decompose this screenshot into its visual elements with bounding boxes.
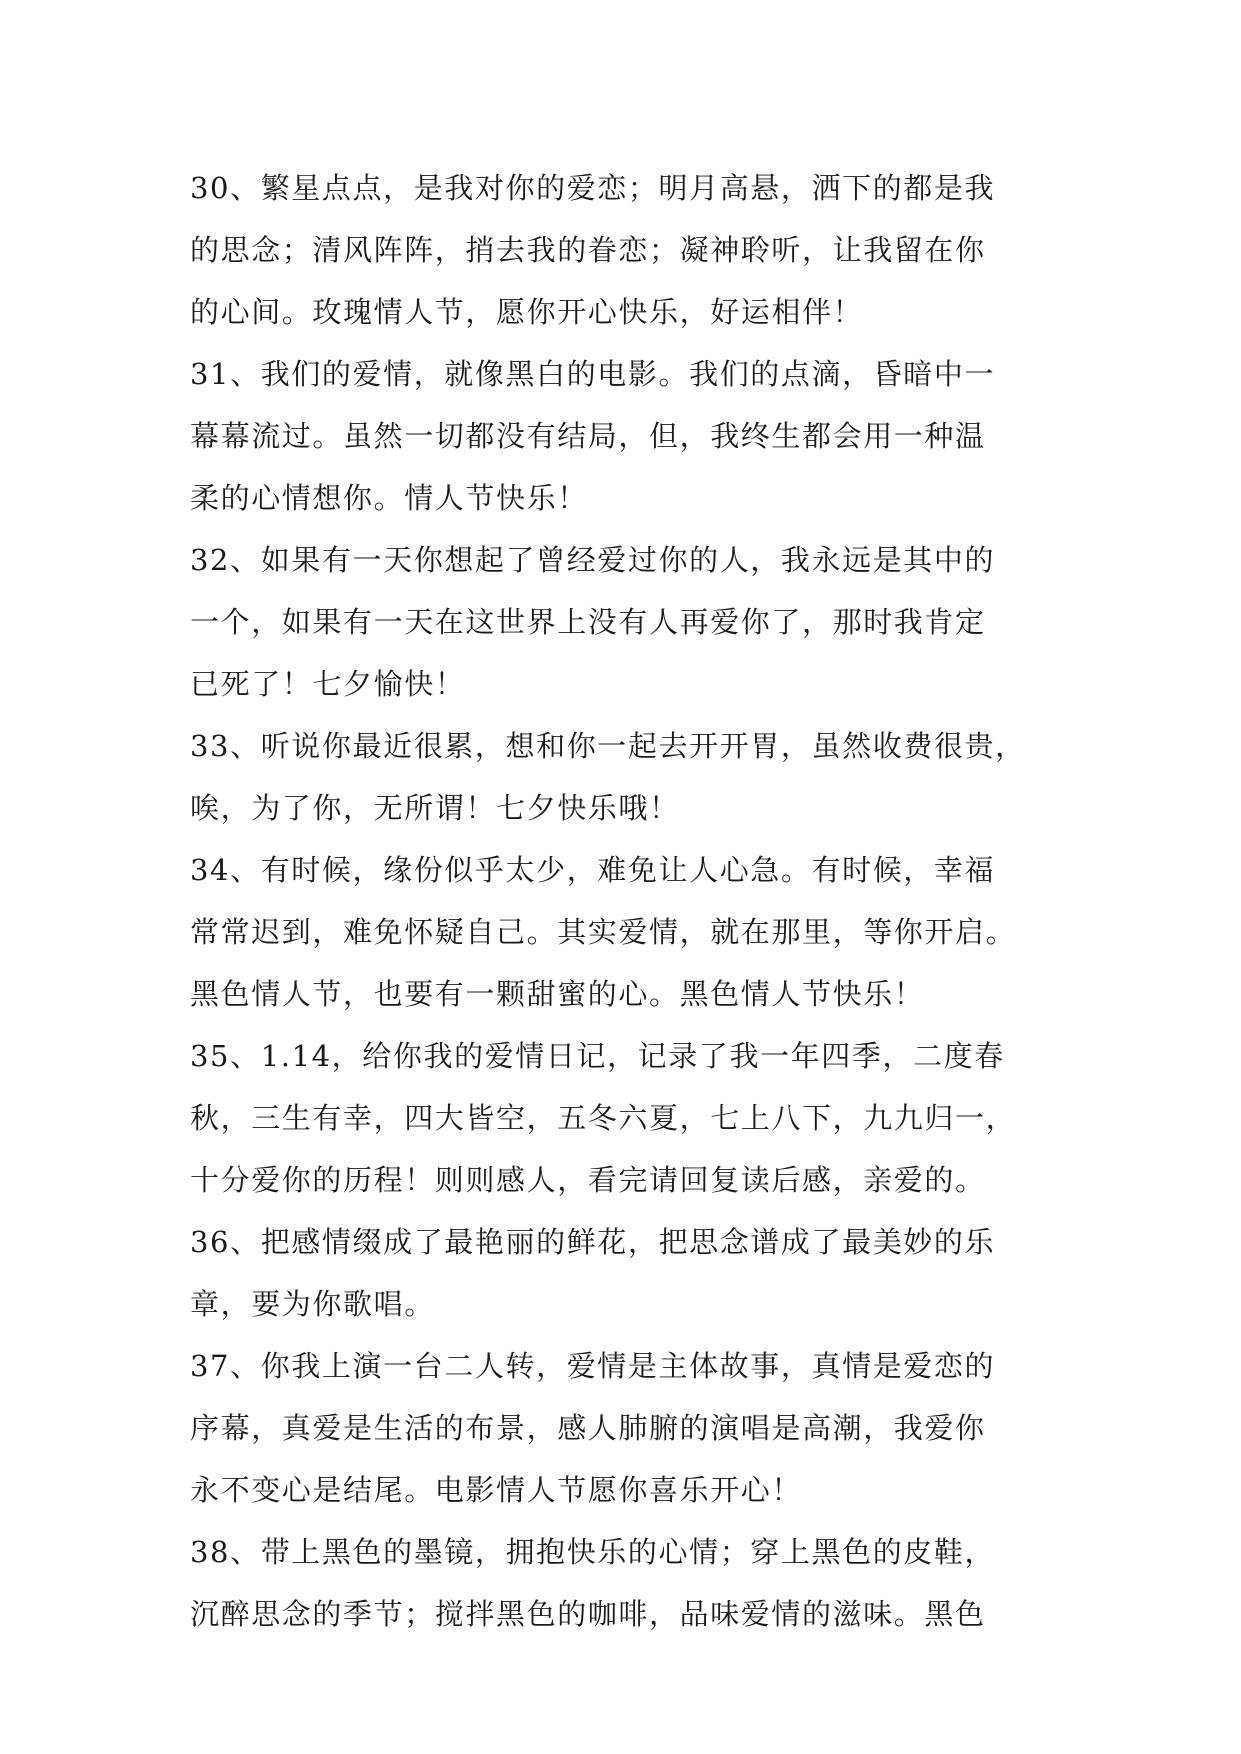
text-line: 32、如果有一天你想起了曾经爱过你的人，我永远是其中的 (190, 543, 996, 577)
text-line: 章，要为你歌唱。 (190, 1287, 435, 1321)
text-line: 已死了！七夕愉快！ (190, 667, 466, 701)
text-line: 十分爱你的历程！则则感人，看完请回复读后感，亲爱的。 (190, 1163, 986, 1197)
text-line: 唉，为了你，无所谓！七夕快乐哦！ (190, 791, 680, 825)
text-line: 常常迟到，难免怀疑自己。其实爱情，就在那里，等你开启。 (190, 915, 1017, 949)
text-line: 30、繁星点点，是我对你的爱恋；明月高悬，洒下的都是我 (190, 171, 996, 205)
text-line: 永不变心是结尾。电影情人节愿你喜乐开心！ (190, 1473, 803, 1507)
text-line: 35、1.14，给你我的爱情日记，记录了我一年四季，二度春 (190, 1039, 1005, 1073)
text-line: 34、有时候，缘份似乎太少，难免让人心急。有时候，幸福 (190, 853, 996, 887)
text-line: 沉醉思念的季节；搅拌黑色的咖啡，品味爱情的滋味。黑色 (190, 1597, 986, 1631)
text-line: 33、听说你最近很累，想和你一起去开开胃，虽然收费很贵， (190, 729, 1026, 763)
text-line: 序幕，真爱是生活的布景，感人肺腑的演唱是高潮，我爱你 (190, 1411, 986, 1445)
text-line: 幕幕流过。虽然一切都没有结局，但，我终生都会用一种温 (190, 419, 986, 453)
text-line: 38、带上黑色的墨镜，拥抱快乐的心情；穿上黑色的皮鞋， (190, 1535, 996, 1569)
text-line: 的心间。玫瑰情人节，愿你开心快乐，好运相伴！ (190, 295, 864, 329)
text-line: 秋，三生有幸，四大皆空，五冬六夏，七上八下，九九归一， (190, 1101, 1017, 1135)
text-line: 的思念；清风阵阵，捎去我的眷恋；凝神聆听，让我留在你 (190, 233, 986, 267)
text-line: 31、我们的爱情，就像黑白的电影。我们的点滴，昏暗中一 (190, 357, 996, 391)
document-body (190, 157, 1080, 1645)
text-line: 柔的心情想你。情人节快乐！ (190, 481, 588, 515)
text-line: 一个，如果有一天在这世界上没有人再爱你了，那时我肯定 (190, 605, 986, 639)
text-line: 36、把感情缀成了最艳丽的鲜花，把思念谱成了最美妙的乐 (190, 1225, 996, 1259)
text-line: 黑色情人节，也要有一颗甜蜜的心。黑色情人节快乐！ (190, 977, 925, 1011)
text-line: 37、你我上演一台二人转，爱情是主体故事，真情是爱恋的 (190, 1349, 996, 1383)
